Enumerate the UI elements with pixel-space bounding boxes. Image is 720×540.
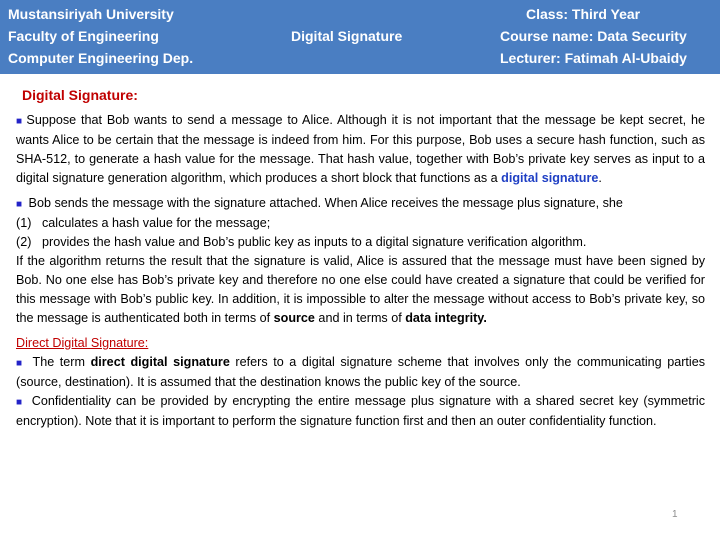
paragraph-3-mid: and in terms of — [314, 311, 406, 325]
slide-header — [0, 0, 720, 74]
lecturer-name: Lecturer: Fatimah Al-Ubaidy — [500, 50, 687, 66]
paragraph-2 — [16, 194, 705, 214]
department-name: Computer Engineering Dep. — [8, 50, 194, 66]
paragraph-1 — [16, 111, 705, 188]
paragraph-5 — [16, 392, 705, 431]
list-item-number: (1) — [16, 216, 32, 230]
section-title-digital-signature: Digital Signature: — [22, 87, 138, 103]
bullet-icon: ■ — [16, 358, 25, 369]
list-item-number: (2) — [16, 235, 32, 249]
paragraph-1-text: Suppose that Bob wants to send a message to Alice. Although it is not important that the message be kept secret, he wants Alice to be certain that the message is indeed from him. For this purpose, Bob uses a secure hash function, such as SHA-512, to generate a hash value for the message. That hash value, together with Bob’s private key serves as input to a digital signature generation algorithm, which produces a short block that functions as a — [16, 113, 705, 185]
data-integrity-term: data integrity. — [405, 311, 487, 325]
paragraph-5-text: Confidentiality can be provided by encrypting the entire message plus signature with a shared secret key (symmetric encryption). Note that it is important to perform the signature function first and then an outer confidentiality function. — [16, 394, 705, 428]
university-name: Mustansiriyah University — [8, 6, 174, 22]
faculty-name: Faculty of Engineering — [8, 28, 159, 44]
paragraph-4-rest: refers to a digital signature scheme that involves only the communicating parties (source, destination). It is assumed that the destination knows the public key of the source. — [16, 355, 706, 389]
bullet-icon: ■ — [16, 116, 24, 127]
digital-signature-term: digital signature — [501, 171, 599, 185]
direct-digital-signature-term: direct digital signature — [90, 355, 230, 369]
course-name: Course name: Data Security — [500, 28, 687, 44]
paragraph-4 — [16, 353, 705, 392]
paragraph-4-text: The term — [32, 355, 91, 369]
paragraph-2-text: Bob sends the message with the signature attached. When Alice receives the message plus signature, she — [28, 196, 623, 210]
paragraph-1-end: . — [598, 171, 602, 185]
paragraph-3-text: If the algorithm returns the result that the signature is valid, Alice is assured that the message must have been signed by Bob. No one else has Bob’s private key and therefore no one else could have created a signature that could be verified for this message with Bob’s public key. In addition, it is impossible to alter the message without access to Bob’s private key, so the message is authenticated both in terms of — [16, 254, 705, 325]
source-term: source — [273, 311, 315, 325]
bullet-icon: ■ — [16, 397, 24, 408]
lecture-topic: Digital Signature — [291, 28, 403, 44]
slide-content — [16, 86, 705, 431]
list-item — [16, 233, 705, 252]
bullet-icon: ■ — [16, 199, 23, 210]
class-label: Class: Third Year — [526, 6, 641, 22]
list-item-text: provides the hash value and Bob’s public key as inputs to a digital signature verification algorithm. — [42, 235, 587, 249]
list-item-text: calculates a hash value for the message; — [42, 216, 271, 230]
section-title-direct-digital-signature: Direct Digital Signature: — [16, 336, 149, 350]
paragraph-3 — [16, 252, 705, 328]
list-item — [16, 214, 705, 233]
page-number: 1 — [672, 509, 678, 520]
